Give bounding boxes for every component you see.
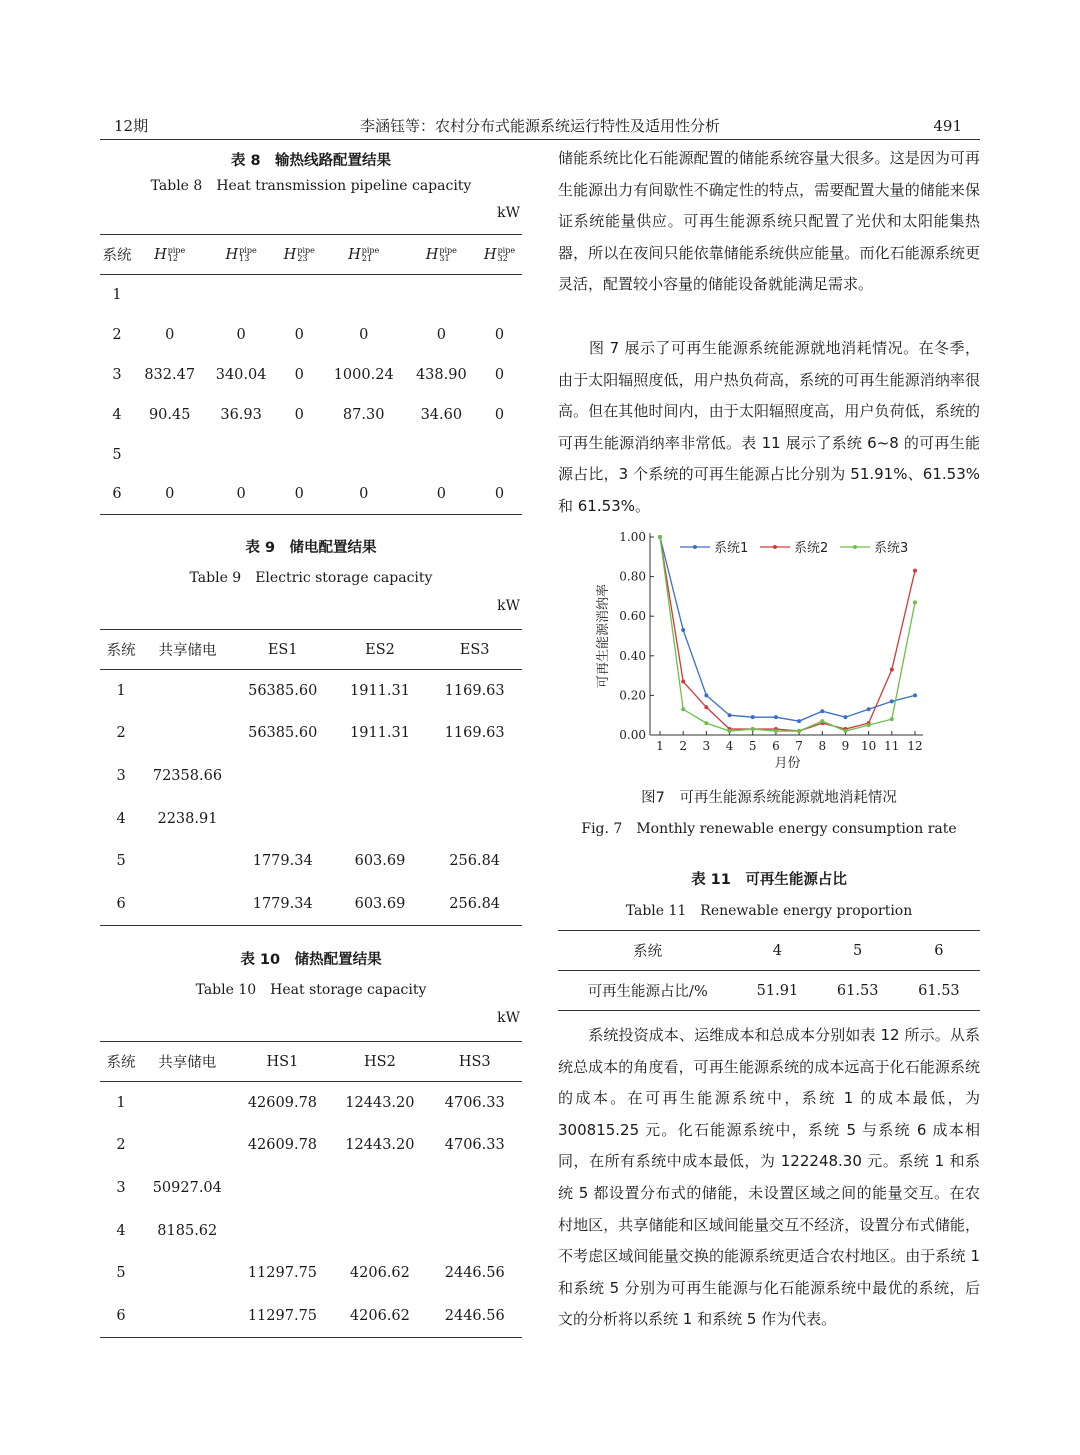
table8-header-pipe [477,235,522,275]
y-tick-label: 0.60 [619,609,646,624]
table8-header-pipe [322,235,406,275]
x-tick-label: 6 [772,739,780,753]
table-cell: 0 [294,406,304,423]
table-cell [134,275,205,315]
table-cell: 4706.33 [444,1095,505,1112]
x-tick-label: 9 [841,739,850,753]
table-cell: 603.69 [354,853,406,870]
series-3-point [728,729,732,733]
table11-header-cell: 5 [853,942,863,959]
table-cell: 2238.91 [157,810,218,827]
table-row [100,882,522,925]
series-1-point [751,715,755,719]
table-cell: 0 [236,326,246,343]
pipe-symbol-sup: pipe [439,245,457,255]
table-cell [333,797,428,840]
table11-header-cell: 系统 [633,944,663,960]
series-1-point [774,715,778,719]
table11-header-cell: 6 [934,942,944,959]
table-cell: 56385.60 [248,683,318,700]
table-cell [142,840,233,883]
pipe-symbol-base: H [425,246,439,263]
legend-label: 系统1 [714,541,749,556]
system-id-cell: 1 [112,286,122,303]
table-cell: 12443.20 [345,1095,415,1112]
table9-caption-en: Table 9 Electric storage capacity [189,570,433,586]
x-tick-label: 5 [748,739,757,753]
table-cell [333,755,428,798]
pipe-symbol-base: H [283,246,297,263]
table8-header-system: 系统 [102,248,132,264]
table-cell: 61.53 [836,982,879,999]
table-cell: 256.84 [449,853,501,870]
table-row [100,275,522,315]
table-row [100,797,522,840]
table-cell [277,275,322,315]
y-tick-label: 0.00 [619,728,646,742]
x-tick-label: 11 [884,739,900,753]
table-cell [134,435,205,475]
pipe-symbol-sub: 12 [167,253,178,263]
table9-header-row [100,630,522,670]
paragraph-storage: 储能系统比化石能源配置的储能系统容量大很多。这是因为可再生能源出力有间歇性不确定性的特点，需要配置大量的储能来保证系统能量供应。可再生能源系统只配置了光伏和太阳能集热器，所以在夜间只能依靠储能系统供应能量。而化石能源系统更灵活，配置较小容量的储能设备就能满足需求。 [558,149,980,294]
table-cell [427,755,522,798]
table8-unit: kW [497,205,520,221]
row-label-cell: 4 [116,810,126,827]
pipe-symbol-sup: pipe [497,245,516,255]
table-cell [322,275,406,315]
table-cell: 603.69 [354,895,406,912]
table11 [558,930,980,1011]
pipe-symbol-sub: 31 [439,253,450,263]
pipe-symbol-sub: 32 [497,253,508,263]
system-id-cell: 2 [112,326,122,343]
y-tick-label: 1.00 [619,530,646,544]
table-cell: 0 [165,486,175,503]
table-cell [233,1167,333,1210]
series-3-point [704,721,708,725]
x-tick-label: 10 [860,739,877,753]
series-1-point [913,693,917,697]
table-cell: 11297.75 [247,1307,318,1324]
y-axis-label: 可再生能源消纳率 [596,583,611,689]
table-row [558,971,980,1011]
figure7-line-chart [585,525,945,775]
table9-header-cell: ES1 [267,641,298,658]
table8-header-row [100,235,522,275]
pipe-symbol-base: H [154,246,167,263]
row-label-cell: 4 [116,1222,126,1239]
table-row [100,355,522,395]
table-cell [427,797,522,840]
series-2-point [913,569,917,573]
x-tick-label: 3 [702,739,711,753]
table-cell: 56385.60 [248,725,318,742]
row-label-cell: 6 [116,895,126,912]
table-cell: 34.60 [420,406,463,423]
table10-header-cell: HS2 [363,1053,396,1070]
series-3-point [890,717,894,721]
row-label-cell: 2 [116,1137,126,1154]
series-1-point [867,707,871,711]
pipe-symbol-sup: pipe [239,245,257,255]
table10-unit: kW [497,1010,520,1026]
table10-caption-en: Table 10 Heat storage capacity [195,982,427,998]
table-row [100,1209,522,1252]
table-cell [205,275,276,315]
y-tick-label: 0.80 [619,569,646,584]
table10-header-cell: HS3 [458,1053,491,1070]
pipe-symbol [348,247,379,263]
table-row [100,712,522,755]
table-cell: 4206.62 [349,1307,410,1324]
table-cell [142,1082,233,1125]
table-cell: 1000.24 [333,366,394,383]
system-id-cell: 3 [112,366,122,383]
pipe-symbol-sup: pipe [297,245,315,255]
series-1-point [681,628,685,632]
table11-caption-en: Table 11 Renewable energy proportion [625,903,913,919]
series-3-point [843,729,847,733]
table10-header-row [100,1042,522,1082]
pipe-symbol-base: H [348,246,361,263]
table10-header-cell: 系统 [106,1055,136,1071]
table-row [100,1294,522,1337]
table11-header-cell: 4 [772,942,783,959]
table-cell: 0 [494,406,505,423]
table-cell [477,435,522,475]
table9-caption-zh: 表 9 储电配置结果 [245,540,377,556]
series-3-point [867,723,871,727]
table-cell [205,435,276,475]
series-3-point [751,727,755,731]
table-cell [322,435,406,475]
x-axis-label: 月份 [774,756,801,771]
table-cell: 2446.56 [444,1265,505,1282]
row-label-cell: 1 [116,683,126,700]
table-cell [142,1124,233,1167]
x-tick-label: 1 [656,739,664,753]
table-cell [142,712,233,755]
system-id-cell: 5 [112,446,122,463]
table8-header-pipe [406,235,477,275]
series-1-point [890,699,894,703]
table-row [100,670,522,713]
table-cell [142,882,233,925]
x-tick-label: 4 [725,739,734,753]
table-cell: 0 [294,486,304,503]
table-cell: 0 [436,326,446,343]
table-cell: 0 [359,486,369,503]
table-cell: 42609.78 [247,1137,318,1154]
table-cell [427,1167,522,1210]
table-cell: 8185.62 [157,1222,218,1239]
table-row [100,755,522,798]
table-cell [406,275,477,315]
legend-marker [773,545,777,549]
table8-header-pipe [205,235,276,275]
table-cell: 0 [359,326,369,343]
issue-number: 12期 [114,117,149,135]
table-cell: 50927.04 [152,1179,222,1196]
running-header [100,113,980,140]
x-tick-label: 2 [679,739,688,753]
table-cell: 340.04 [215,366,267,383]
row-label-cell: 可再生能源占比/% [587,984,708,1000]
pipe-symbol-sub: 13 [239,253,250,263]
table9-header-cell: 共享储电 [158,643,217,659]
series-3-point [681,707,685,711]
table11-header-row [558,931,980,971]
table-row [100,395,522,435]
row-label-cell: 6 [116,1307,126,1324]
table-cell [427,1209,522,1252]
paragraph-cost-analysis: 系统投资成本、运维成本和总成本分别如表 12 所示。从系统总成本的角度看，可再生能源系统的成本远高于化石能源系统的成本。在可再生能源系统中，系统 1 的成本最低，为 300815.25 元。化石能源系统中，系统 5 与系统 6 成本相同，在所有系统中成本最低，为 122248.30 元。系统 1 和系统 5 都设置分布式的储能，未设置区域之间的能量交互。在农村地区，共享储能和区域间能量交互不经济，设置分布式储能，不考虑区域间能量交换的能源系统更适合农村地区。由于系统 1 和系统 5 分别为可再生能源与化石能源系统中最优的系统，后文的分析将以系统 1 和系统 5 作为代表。 [558,1026,980,1329]
series-3-point [820,719,824,723]
figure7-caption-zh: 图7 可再生能源系统能源就地消耗情况 [641,790,897,806]
legend-label: 系统2 [794,541,829,556]
table-cell: 0 [494,326,505,343]
legend-marker [853,545,857,549]
table8-caption-en: Table 8 Heat transmission pipeline capacity [150,178,472,194]
table-row [100,1124,522,1167]
table-cell: 72358.66 [152,767,223,784]
series-2-point [890,668,894,672]
series-1-point [843,715,847,719]
row-label-cell: 5 [116,1265,126,1282]
table-row [100,840,522,883]
series-line-2 [660,537,915,731]
table-row [100,475,522,515]
table-cell: 36.93 [220,406,262,423]
table-cell: 0 [494,486,505,503]
series-2-point [681,680,685,684]
table-cell [277,435,322,475]
table8 [100,234,522,515]
table-row [100,315,522,355]
table9-header-cell: ES3 [459,641,490,658]
pipe-symbol-sup: pipe [167,245,186,255]
paragraph-figure7-intro: 图 7 展示了可再生能源系统能源就地消耗情况。在冬季，由于太阳辐照度低，用户热负荷高，系统的可再生能源消纳率很高。但在其他时间内，由于太阳辐照度高，用户负荷低，系统的可再生能源消纳率非常低。表 11 展示了系统 6~8 的可再生能源占比，3 个系统的可再生能源占比分别为 51.91%、61.53% 和 61.53%。 [558,339,980,515]
table-cell [142,670,233,713]
legend-label: 系统3 [874,541,909,556]
table-cell [406,435,477,475]
table-row [100,1082,522,1125]
x-tick-label: 7 [795,739,803,753]
table9-unit: kW [497,598,520,614]
table-cell: 1779.34 [252,895,313,912]
table-row [100,1252,522,1295]
series-3-point [797,729,801,733]
table11-caption-zh: 表 11 可再生能源占比 [691,872,847,888]
x-tick-label: 12 [907,739,923,753]
figure7-caption-en: Fig. 7 Monthly renewable energy consumption rate [581,821,957,837]
table10 [100,1041,522,1338]
row-label-cell: 1 [116,1095,126,1112]
pipe-symbol-sup: pipe [361,245,380,255]
table9-header-cell: 系统 [106,643,136,659]
series-2-point [704,705,708,709]
pipe-symbol [154,247,185,263]
series-1-point [820,709,824,713]
table-cell: 51.91 [756,982,799,999]
table-cell: 1779.34 [252,853,313,870]
table-cell: 42609.78 [247,1095,318,1112]
table-cell: 2446.56 [444,1307,505,1324]
table-cell [477,275,522,315]
table-cell [332,1167,427,1210]
system-id-cell: 4 [112,406,122,423]
series-line-3 [660,537,915,731]
page-number: 491 [933,117,962,135]
pipe-symbol-sub: 21 [361,253,372,263]
series-3-point [774,729,778,733]
table-cell: 11297.75 [247,1265,318,1282]
legend-marker [693,545,697,549]
table9-header-cell: ES2 [365,641,395,658]
table10-header-cell: 共享储电 [158,1055,217,1071]
pipe-symbol-sub: 23 [297,253,308,263]
table-cell: 87.30 [342,406,385,423]
table8-caption-zh: 表 8 输热线路配置结果 [230,153,392,169]
table-cell [233,797,333,840]
pipe-symbol-base: H [483,246,497,263]
series-3-point [658,535,662,539]
system-id-cell: 6 [112,486,122,503]
table-cell: 0 [236,486,246,503]
table-cell: 90.45 [148,406,191,423]
table-cell [142,1252,233,1295]
table-row [100,435,522,475]
y-tick-label: 0.40 [619,648,646,663]
table-cell: 0 [165,326,175,343]
table8-header-pipe [134,235,205,275]
row-label-cell: 5 [116,853,126,870]
row-label-cell: 3 [116,1179,126,1196]
table-cell: 0 [436,486,446,503]
pipe-symbol [484,247,515,263]
table-cell: 1169.63 [444,725,505,742]
series-3-point [913,600,917,604]
table9 [100,629,522,926]
running-title: 李涵钰等：农村分布式能源系统运行特性及适用性分析 [359,117,720,135]
table-cell: 438.90 [415,366,467,383]
table-cell [332,1209,427,1252]
table-cell: 0 [494,366,505,383]
pipe-symbol [284,247,315,263]
pipe-symbol [226,247,257,263]
pipe-symbol-base: H [225,246,239,263]
table-cell: 4206.62 [349,1265,410,1282]
table-cell: 832.47 [144,366,196,383]
table8-header-pipe [277,235,322,275]
pipe-symbol [426,247,457,263]
table-cell [233,755,333,798]
table-cell [142,1294,233,1337]
table-cell [233,1209,333,1252]
series-1-point [728,713,732,717]
table-cell: 256.84 [449,895,501,912]
x-tick-label: 8 [818,739,827,753]
y-tick-label: 0.20 [619,688,646,703]
table10-header-cell: HS1 [266,1053,299,1070]
series-1-point [797,719,801,723]
row-label-cell: 2 [116,725,126,742]
table-cell: 4706.33 [444,1137,505,1154]
table-row [100,1167,522,1210]
table-cell: 0 [294,366,304,383]
table-cell: 1911.31 [350,725,410,742]
table-cell: 61.53 [918,982,960,999]
table-cell: 0 [294,326,304,343]
row-label-cell: 3 [116,767,126,784]
table-cell: 12443.20 [345,1137,415,1154]
table-cell: 1911.31 [350,683,410,700]
series-line-1 [660,537,915,721]
table-cell: 1169.63 [444,683,505,700]
series-1-point [704,693,708,697]
table10-caption-zh: 表 10 储热配置结果 [240,952,382,968]
